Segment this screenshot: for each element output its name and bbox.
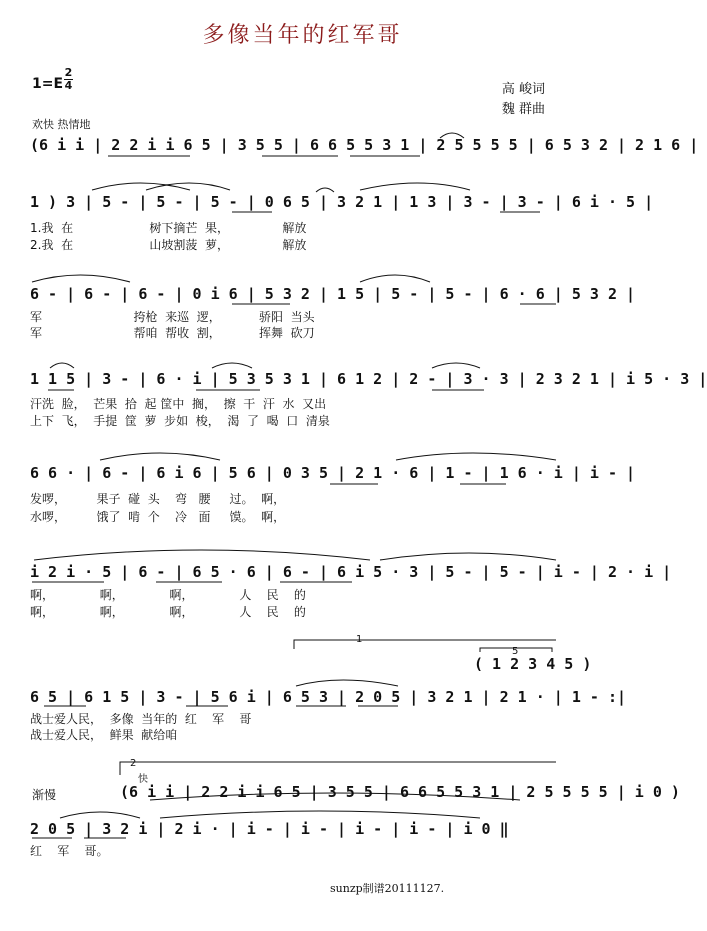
notation-row-1: (6 i i | 2 2 i i 6 5 | 3 5 5 | 6 6 5 5 3 1 | 2 5 5 5 5 | 6 5 3 2 | 2 1 6 | [30, 136, 699, 154]
pickup-notes: ( 1 2 3 4 5 ) [474, 655, 592, 673]
meter-bottom: 4 [64, 79, 73, 92]
slowing-marking: 渐慢 [32, 788, 57, 802]
lyric-row-5-verse-1: 发啰， 果子 碰 头 弯 腰 过。 啊， [30, 492, 286, 506]
slur [440, 133, 464, 138]
slur [34, 550, 370, 560]
lyric-row-3-verse-1: 军 挎枪 来巡 逻， 骄阳 当头 [30, 310, 315, 324]
lyric-row-4-verse-1: 汗洗 脸， 芒果 拾 起 筐中 搁， 擦 干 汗 水 又出 [30, 397, 327, 411]
slur [100, 453, 220, 460]
slur [50, 363, 74, 368]
slur [380, 553, 556, 560]
tuplet-bracket [480, 648, 552, 652]
slur [360, 183, 470, 190]
fast-marking: 快 [138, 774, 148, 785]
lyric-row-6-verse-2: 啊， 啊， 啊， 人 民 的 [30, 605, 306, 619]
lyric-row-2-verse-1: 1.我 在 树下摘芒 果， 解放 [30, 221, 307, 235]
tuplet-label: 5 [512, 646, 519, 657]
lyric-row-6-verse-1: 啊， 啊， 啊， 人 民 的 [30, 588, 306, 602]
lyric-row-3-verse-2: 军 帮咱 帮收 割， 挥舞 砍刀 [30, 326, 315, 340]
slur [32, 275, 130, 282]
slur [432, 363, 480, 368]
volta-bracket [120, 762, 556, 775]
notation-row-7: 6 5 | 6 1 5 | 3 - | 5 6 i | 6 5 3 | 2 0 5 | 3 2 1 | 2 1 · | 1 - :| [30, 688, 627, 706]
slur [360, 275, 430, 282]
slur [396, 453, 556, 460]
notation-row-5: 6 6 · | 6 - | 6 i 6 | 5 6 | 0 3 5 | 2 1 · 6 | 1 - | 1 6 · i | i - | [30, 464, 636, 482]
slur [212, 363, 252, 368]
notation-row-4: 1 1 5 | 3 - | 6 · i | 5 3 5 3 1 | 6 1 2 | 2 - | 3 · 3 | 2 3 2 1 | i 5 · 3 | [30, 370, 707, 388]
slur [60, 812, 140, 818]
lyric-row-8: 红 军 哥。 [30, 844, 109, 858]
composer-credit: 魏 群曲 [501, 102, 545, 117]
lyric-row-2-verse-2: 2.我 在 山坡割菠 萝， 解放 [30, 238, 307, 252]
notation-row-3: 6 - | 6 - | 6 - | 0 i 6 | 5 3 2 | 1 5 | 5 - | 5 - | 6 · 6 | 5 3 2 | [30, 285, 636, 303]
tempo-marking: 欢快 热情地 [32, 118, 91, 131]
notation-row-8: 2 0 5 | 3 2 i | 2 i · | i - | i - | i - | i - | i 0 ‖ [30, 820, 509, 838]
slur [316, 188, 334, 192]
notation-row-6: i 2 i · 5 | 6 - | 6 5 · 6 | 6 - | 6 i 5 · 3 | 5 - | 5 - | i - | 2 · i | [30, 563, 672, 581]
volta-1-label: 1 [356, 634, 363, 645]
slur [160, 811, 480, 818]
slur [296, 680, 398, 686]
notation-row-8-upper: (6 i i | 2 2 i i 6 5 | 3 5 5 | 6 6 5 5 3 1 | 2 5 5 5 5 | i 0 ) [120, 783, 680, 801]
meter-top: 2 [64, 66, 73, 79]
lyric-row-5-verse-2: 水啰， 饿了 啃 个 冷 面 馍。 啊， [30, 510, 286, 524]
volta-2-label: 2 [130, 758, 137, 769]
lyric-row-7-verse-1: 战士爱人民， 多像 当年的 红 军 哥 [30, 712, 252, 726]
slur [150, 793, 520, 800]
song-title: 多像当年的红军哥 [202, 23, 403, 48]
footer-credit: sunzp制谱20111127. [330, 882, 445, 895]
key-signature: 1=E [32, 76, 64, 92]
lyric-row-7-verse-2: 战士爱人民， 鲜果 献给咱 [30, 728, 178, 742]
lyric-row-4-verse-2: 上下 飞， 手提 筐 萝 步如 梭， 渴 了 喝 口 清泉 [30, 414, 330, 428]
notation-row-2: 1 ) 3 | 5 - | 5 - | 5 - | 0 6 5 | 3 2 1 | 1 3 | 3 - | 3 - | 6 i · 5 | [30, 193, 654, 211]
lyricist-credit: 高 峻词 [501, 82, 545, 97]
